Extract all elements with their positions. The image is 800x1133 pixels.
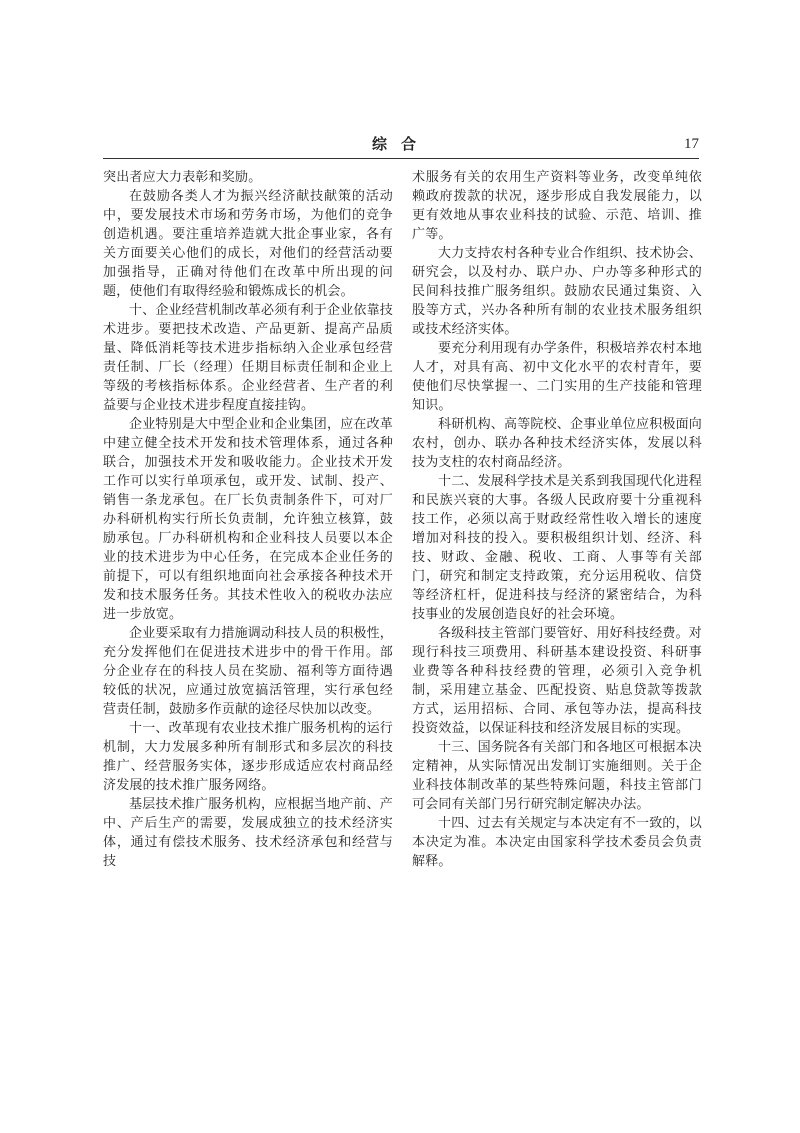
paragraph: 术服务有关的农用生产资料等业务，改变单纯依赖政府拨款的状况，逐步形成自我发展能力，以更有效地从事农业科技的试验、示范、培训、推广等。 (412, 170, 702, 242)
right-column (412, 168, 702, 871)
paragraph: 基层技术推广服务机构，应根据当地产前、产中、产后生产的需要，发展成独立的技术经济实体，通过有偿技术服务、技术经济承包和经营与技 (103, 797, 394, 869)
paragraph: 十、企业经营机制改革必须有利于企业依靠技术进步。要把技术改造、产品更新、提高产品质量、降低消耗等技术进步指标纳入企业承包经营责任制、厂长（经理）任期目标责任制和企业上等级的考核指标体系。企业经营者、生产者的利益要与企业技术进步程度直接挂钩。 (103, 303, 394, 413)
left-column (103, 168, 393, 871)
paragraph: 要充分利用现有办学条件，积极培养农村本地人才，对具有高、初中文化水平的农村青年，要使他们尽快掌握一、二门实用的生产技能和管理知识。 (412, 341, 703, 413)
header-divider (103, 158, 699, 159)
paragraph: 各级科技主管部门要管好、用好科技经费。对现行科技三项费用、科研基本建设投资、科研事业费等各种科技经费的管理，必须引入竞争机制，采用建立基金、匹配投资、贴息贷款等拨款方式，运用招标、合同、承包等办法，提高科技投资效益，以保证科技和经济发展目标的实现。 (412, 626, 703, 736)
paragraph: 突出者应大力表彰和奖励。 (103, 170, 262, 185)
paragraph: 科研机构、高等院校、企事业单位应积极面向农村，创办、联办各种技术经济实体，发展以科技为支柱的农村商品经济。 (412, 417, 703, 470)
paragraph: 十三、国务院各有关部门和各地区可根据本决定精神，从实际情况出发制订实施细则。关于企业科技体制改革的某些特殊问题，科技主管部门可会同有关部门另行研究制定解决办法。 (412, 740, 703, 812)
paragraph: 大力支持农村各种专业合作组织、技术协会、研究会，以及村办、联户办、户办等多种形式的民间科技推广服务组织。鼓励农民通过集资、入股等方式，兴办各种所有制的农业技术服务组织或技术经济实体。 (412, 246, 703, 337)
paragraph: 在鼓励各类人才为振兴经济献技献策的活动中，要发展技术市场和劳务市场，为他们的竞争创造机遇。要注重培养造就大批企事业家，各有关方面要关心他们的成长，对他们的经营活动要加强指导，正确对待他们在改革中所出现的问题，使他们有取得经验和锻炼成长的机会。 (103, 189, 393, 299)
paragraph: 十一、改革现有农业技术推广服务机构的运行机制，大力发展多种所有制形式和多层次的科技推广、经营服务实体，逐步形成适应农村商品经济发展的技术推广服务网络。 (103, 721, 394, 793)
paragraph: 十四、过去有关规定与本决定有不一致的，以本决定为准。本决定由国家科学技术委员会负责解释。 (412, 816, 703, 869)
page-number: 17 (684, 136, 699, 152)
paragraph: 企业特别是大中型企业和企业集团，应在改革中建立健全技术开发和技术管理体系，通过各种联合，加强技术开发和吸收能力。企业技术开发工作可以实行单项承包，或开发、试制、投产、销售一条龙承包。在厂长负责制条件下，可对厂办科研机构实行所长负责制，允许独立核算，鼓励承包。厂办科研机构和企业科技人员要以本企业的技术进步为中心任务，在完成本企业任务的前提下，可以有组织地面向社会承接各种技术开发和技术服务任务。其技术性收入的税收办法应进一步放宽。 (103, 417, 394, 622)
section-title: 综合 (371, 135, 430, 153)
paragraph: 企业要采取有力措施调动科技人员的积极性，充分发挥他们在促进技术进步中的骨干作用。部分企业存在的科技人员在奖励、福利等方面待遇较低的状况，应通过放宽搞活管理，实行承包经营责任制，鼓励多作贡献的途径尽快加以改变。 (103, 626, 394, 717)
paragraph: 十二、发展科学技术是关系到我国现代化进程和民族兴衰的大事。各级人民政府要十分重视科技工作，必须以高于财政经常性收入增长的速度增加对科技的投入。要积极组织计划、经济、科技、财政、金融、税收、工商、人事等有关部门，研究和制定支持政策，充分运用税收、信贷等经济杠杆，促进科技与经济的紧密结合，为科技事业的发展创造良好的社会环境。 (412, 474, 703, 622)
page-header (103, 133, 699, 157)
